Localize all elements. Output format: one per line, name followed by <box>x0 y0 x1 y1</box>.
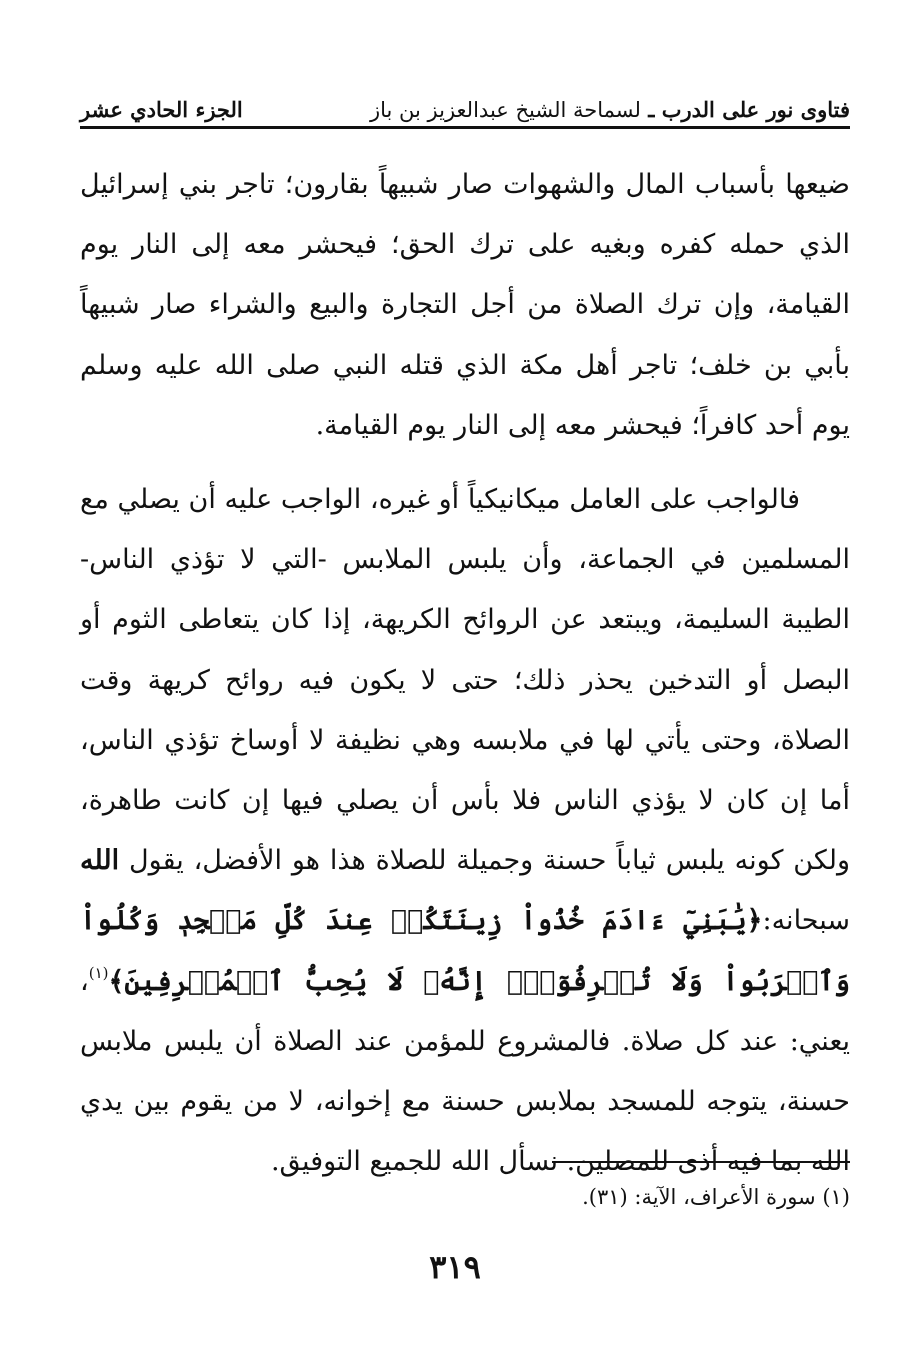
divine-name: الله <box>80 845 120 877</box>
running-header <box>80 92 850 129</box>
page-number: ٣١٩ <box>429 1248 481 1286</box>
paragraph-2 <box>80 470 850 1192</box>
book-title: فتاوى نور على الدرب <box>661 97 850 122</box>
author-name: لسماحة الشيخ عبدالعزيز بن باز <box>369 98 641 122</box>
quran-verse: ﴿يَٰبَنِيٓ ءَادَمَ خُذُواْ زِينَتَكُمۡ عِندَ كُلِّ مَسۡجِدٖ وَكُلُواْ وَٱشۡرَبُواْ وَلَا تُسۡرِفُوٓاْۚ إِنَّهُۥ لَا يُحِبُّ ٱلۡمُسۡرِفِينَ﴾ <box>80 905 850 997</box>
paragraph-1: ضيعها بأسباب المال والشهوات صار شبيهاً بقارون؛ تاجر بني إسرائيل الذي حمله كفره وبغيه على ترك الحق؛ فيحشر معه إلى النار يوم القيامة، وإن ترك الصلاة من أجل التجارة والبيع والشراء صار شبيهاً بأبي بن خلف؛ تاجر أهل مكة الذي قتله النبي صلى الله عليه وسلم يوم أحد كافراً؛ فيحشر معه إلى النار يوم القيامة. <box>80 169 850 441</box>
footnote: (١) سورة الأعراف، الآية: (٣١). <box>582 1185 850 1209</box>
paragraph-2-text-1: فالواجب على العامل ميكانيكياً أو غيره، الواجب عليه أن يصلي مع المسلمين في الجماعة، وأن يلبس الملابس -التي لا تؤذي الناس- الطيبة السليمة، ويبتعد عن الروائح الكريهة، إذا كان يتعاطى الثوم أو البصل أو التدخين يحذر ذلك؛ حتى لا يكون فيه روائح كريهة وقت الصلاة، وحتى يأتي لها في ملابسه وهي نظيفة لا أوساخ تؤذي الناس، أما إن كان لا يؤذي الناس فلا بأس أن يصلي فيها إن كانت طاهرة، ولكن كونه يلبس ثياباً حسنة وجميلة للصلاة هذا هو الأفضل، يقول <box>80 484 850 877</box>
paragraph-2-text-2: سبحانه: <box>762 905 850 937</box>
header-title-author <box>370 97 850 126</box>
header-dash: ـ <box>640 97 655 122</box>
volume-label: الجزء الحادي عشر <box>80 97 243 122</box>
main-text <box>80 155 850 1192</box>
footnote-reference: (١) <box>88 963 109 982</box>
footnote-separator <box>552 1161 850 1163</box>
paragraph-2-text-3: ، يعني: عند كل صلاة. فالمشروع للمؤمن عند الصلاة أن يلبس ملابس حسنة، يتوجه للمسجد بملابس حسنة مع إخوانه، لا من يقوم بين يدي الله بما فيه أذى للمصلين. نسأل الله للجميع التوفيق. <box>80 965 850 1178</box>
